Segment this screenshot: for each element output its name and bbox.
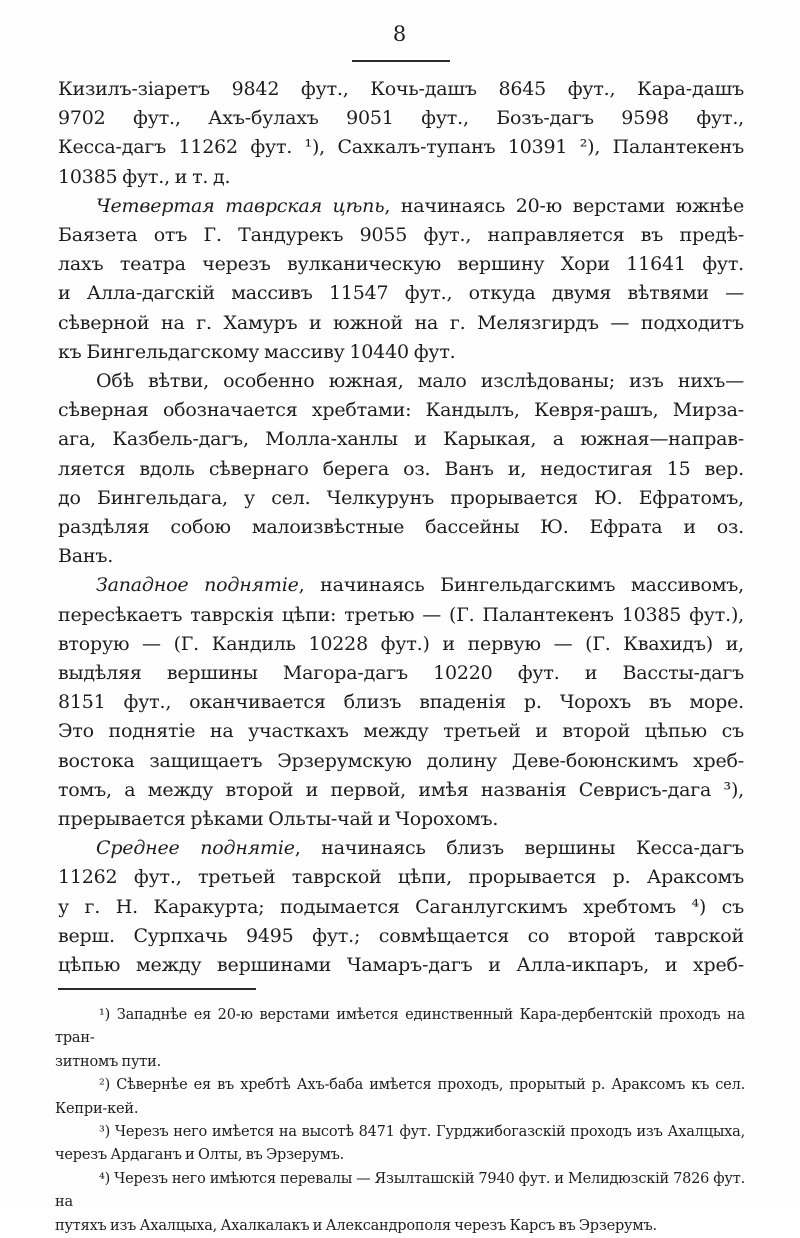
text-run: верш. Сурпхачь 9495 фут.; совмѣщается со второй таврской [58, 924, 744, 947]
page-number: 8 [392, 22, 408, 46]
text-run: сѣверной на г. Хамуръ и южной на г. Мелязгирдъ — подходитъ [58, 311, 744, 334]
text-run: востока защищаетъ Эрзерумскую долину Деве-боюнскимъ хреб- [58, 749, 744, 772]
text-line [58, 425, 744, 454]
text-line [58, 863, 744, 892]
text-run: ⁴) Черезъ него имѣются перевалы — Язылташскій 7940 фут. и Мелидюзскій 7826 фут. на [55, 1170, 745, 1211]
footnotes [55, 1004, 745, 1238]
text-line [58, 834, 744, 863]
text-run: вторую — (Г. Кандиль 10228 фут.) и первую — (Г. Квахидъ) и, [58, 632, 744, 655]
text-run: цѣпью между вершинами Чамаръ-дагъ и Алла-икпаръ, и хреб- [58, 954, 744, 977]
text-line [55, 1168, 745, 1215]
text-run: раздѣляя собою малоизвѣстные бассейны Ю. Ефрата и оз. [58, 516, 744, 539]
text-run: Баязета отъ Г. Тандурекъ 9055 фут., направляется въ предѣ- [58, 224, 744, 247]
page-number-rule [352, 60, 450, 62]
text-line [55, 1074, 745, 1097]
text-run: пересѣкаетъ таврскія цѣпи: третью — (Г. Палантекенъ 10385 фут.), [58, 603, 744, 626]
text-line [58, 484, 744, 513]
text-line [58, 776, 744, 805]
text-run: черезъ Ардаганъ и Олты, въ Эрзерумъ. [55, 1147, 345, 1164]
text-run: ¹) Западнѣе ея 20-ю верстами имѣется единственный Кара-дербентскій проходъ на тран- [55, 1007, 745, 1047]
text-line [58, 221, 744, 250]
text-run: Ванъ. [58, 545, 114, 568]
text-run: Кепри-кей. [55, 1100, 139, 1117]
text-run: сѣверная обозначается хребтами: Кандылъ, Кевря-рашъ, Мирза- [58, 399, 744, 422]
text-line [58, 951, 744, 980]
text-line [55, 1098, 745, 1121]
text-run: 9702 фут., Ахъ-булахъ 9051 фут., Бозъ-дагъ 9598 фут., [58, 107, 744, 130]
text-run: ляется вдоль сѣвернаго берега оз. Ванъ и, недостигая 15 вер. [58, 457, 744, 480]
text-line [55, 1215, 745, 1238]
text-line [55, 1004, 745, 1051]
text-line [58, 192, 744, 221]
text-line [58, 367, 744, 396]
text-run: 10385 фут., и т. д. [58, 165, 231, 188]
text-line [58, 571, 744, 600]
text-run: 8151 фут., оканчивается близъ впаденія р. Чорохъ въ море. [58, 691, 744, 714]
text-run: , начинаясь 20-ю верстами южнѣе [384, 194, 744, 217]
text-line [58, 309, 744, 338]
text-run: ³) Черезъ него имѣется на высотѣ 8471 фут. Гурджибогазскій проходъ изъ Ахалцыха, [99, 1124, 745, 1141]
text-run: ²) Сѣвернѣе ея въ хребтѣ Ахъ-баба имѣется проходъ, прорытый р. Араксомъ къ сел. [99, 1077, 745, 1094]
text-line [58, 133, 744, 162]
text-run: путяхъ изъ Ахалцыха, Ахалкалакъ и Александрополя черезъ Карсъ въ Эрзерумъ. [55, 1217, 657, 1234]
italic-run: Среднее поднятіе [96, 837, 295, 860]
text-run: и Алла-дагскій массивъ 11547 фут., откуда двумя вѣтвями — [58, 282, 744, 305]
text-run: ага, Казбель-дагъ, Молла-ханлы и Карыкая, а южная—направ- [58, 428, 744, 451]
text-line [58, 250, 744, 279]
body-text [58, 75, 744, 980]
text-run: , начинаясь близъ вершины Кесса-дагъ [294, 837, 744, 860]
text-run: 11262 фут., третьей таврской цѣпи, прорывается р. Араксомъ [58, 866, 744, 889]
text-line [58, 659, 744, 688]
text-line [58, 542, 744, 571]
text-run: Обѣ вѣтви, особенно южная, мало изслѣдованы; изъ нихъ— [96, 370, 744, 393]
text-run: Это поднятіе на участкахъ между третьей и второй цѣпью съ [58, 720, 744, 743]
italic-run: Четвертая таврская цѣпь [96, 194, 385, 217]
text-line [58, 893, 744, 922]
text-line [58, 688, 744, 717]
text-line [58, 747, 744, 776]
text-line [58, 805, 744, 834]
text-run: прерывается рѣками Ольты-чай и Чорохомъ. [58, 808, 499, 831]
text-run: къ Бингельдагскому массиву 10440 фут. [58, 340, 456, 363]
italic-run: Западное поднятіе [96, 574, 299, 597]
text-line [58, 338, 744, 367]
text-run: у г. Н. Каракурта; подымается Саганлугскимъ хребтомъ ⁴) съ [58, 895, 744, 918]
text-line [55, 1144, 745, 1167]
text-line [58, 163, 744, 192]
footnote-separator [58, 988, 256, 990]
text-run: Кесса-дагъ 11262 фут. ¹), Сахкалъ-тупанъ 10391 ²), Палантекенъ [58, 136, 744, 159]
text-run: зитномъ пути. [55, 1053, 161, 1070]
text-run: лахъ театра черезъ вулканическую вершину Хори 11641 фут. [58, 253, 744, 276]
text-line [58, 513, 744, 542]
text-run: Кизилъ-зіаретъ 9842 фут., Кочь-дашъ 8645 фут., Кара-дашъ [58, 78, 744, 100]
text-run: до Бингельдага, у сел. Челкурунъ прорывается Ю. Ефратомъ, [58, 486, 744, 509]
text-run: , начинаясь Бингельдагскимъ массивомъ, [298, 574, 745, 597]
text-line [55, 1121, 745, 1144]
text-line [58, 75, 744, 104]
text-run: томъ, а между второй и первой, имѣя названія Севрисъ-дага ³), [58, 778, 744, 801]
text-run: выдѣляя вершины Магора-дагъ 10220 фут. и Вассты-дагъ [58, 662, 744, 685]
text-line [55, 1051, 745, 1074]
text-line [58, 279, 744, 308]
text-line [58, 601, 744, 630]
text-line [58, 396, 744, 425]
text-line [58, 922, 744, 951]
text-line [58, 104, 744, 133]
text-line [58, 717, 744, 746]
text-line [58, 455, 744, 484]
text-line [58, 630, 744, 659]
